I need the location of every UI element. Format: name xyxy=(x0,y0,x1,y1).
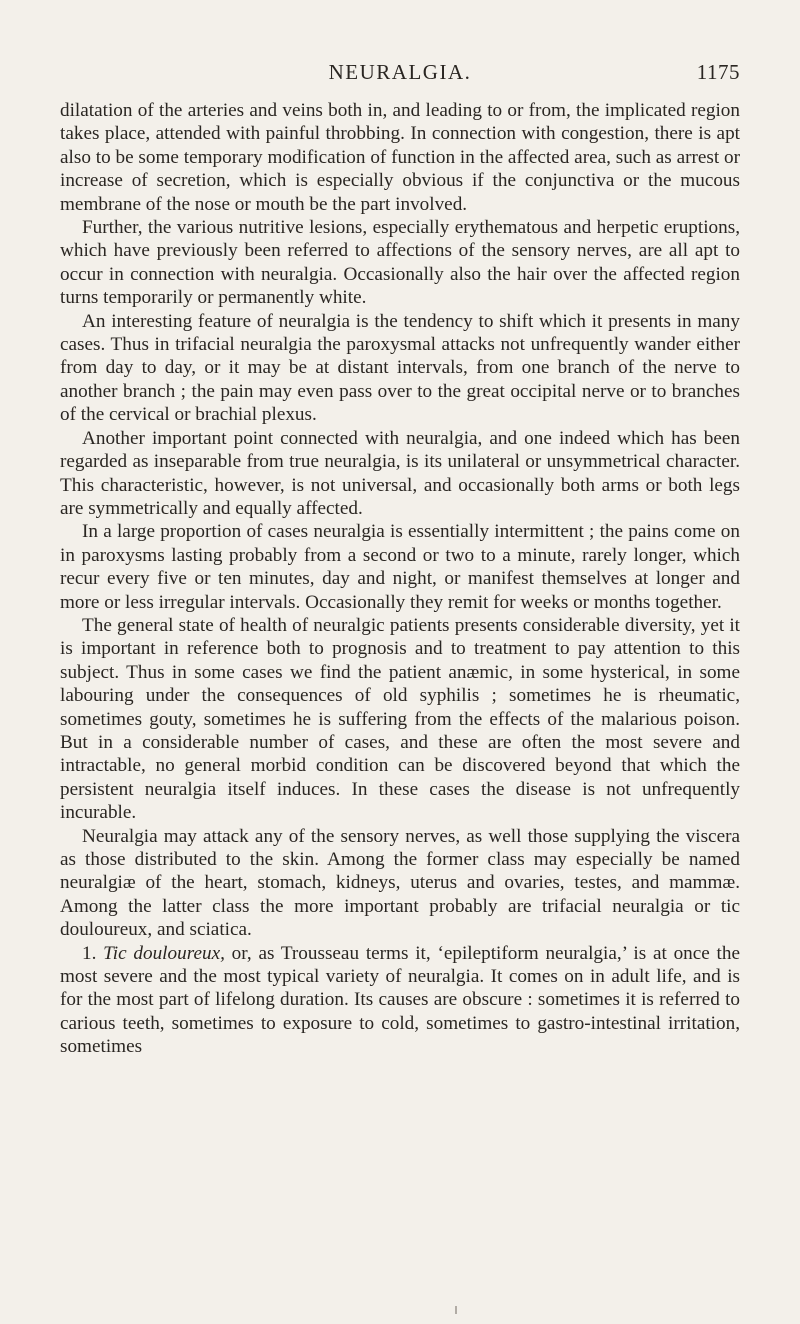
paragraph-unilateral-character: Another important point connected with neuralgia, and one indeed which has been regarded as inseparable from true neuralgia, is its unilateral or unsymmetrical character. This characteristic, however, is not universal, and occasionally both arms or both legs are symmetrically and equally affected. xyxy=(60,427,740,519)
paragraph-shifting-tendency: An interesting feature of neuralgia is the tendency to shift which it presents in many cases. Thus in trifacial neuralgia the paroxysmal attacks not unfrequently wander either from day to day, or it may be at distant intervals, from one branch of the nerve to another branch ; the pain may even pass over to the great occipital nerve or to branches of the cervical or brachial plexus. xyxy=(60,310,740,426)
running-head xyxy=(60,60,740,90)
term-tic-douloureux: Tic douloureux, xyxy=(103,942,225,964)
print-mark xyxy=(455,1306,457,1314)
paragraph-nutritive-lesions: Further, the various nutritive lesions, especially erythematous and herpetic eruptions, which have previously been referred to affections of the sensory nerves, are all apt to occur in connection with neuralgia. Occasionally also the hair over the affected region turns temporarily or permanently white. xyxy=(60,217,740,309)
paragraph-general-health: The general state of health of neuralgic patients presents considerable diversity, yet it is important in reference both to prognosis and to treatment to pay attention to this subject. Thus in some cases we find the patient anæmic, in some hysterical, in some labouring under the consequences of old syphilis ; sometimes he is rheumatic, sometimes gouty, sometimes he is suffering from the effects of the malarious poison. But in a considerable number of cases, and these are often the most severe and intractable, no general morbid condition can be discovered beyond that which the persistent neuralgia itself induces. In these cases the disease is not unfrequently incurable. xyxy=(60,614,740,824)
list-number: 1. xyxy=(82,942,97,964)
paragraph-continued: dilatation of the arteries and veins both in, and leading to or from, the implicated region takes place, attended with painful throbbing. In connection with congestion, there is apt also to be some temporary modification of function in the affected area, such as arrest or increase of secretion, which is especially obvious if the conjunctiva or the mucous membrane of the nose or mouth be the part involved. xyxy=(60,100,740,215)
paragraph-intermittent: In a large proportion of cases neuralgia is essentially intermittent ; the pains come on in paroxysms lasting probably from a second or two to a minute, rarely longer, which recur every five or ten minutes, day and night, or manifest themselves at longer and more or less irregular intervals. Occasionally they remit for weeks or months together. xyxy=(60,521,740,613)
page-number: 1175 xyxy=(696,60,740,84)
paragraph-tic-douloureux xyxy=(60,942,740,1059)
running-title: NEURALGIA. xyxy=(328,60,472,84)
paragraph-sensory-nerves: Neuralgia may attack any of the sensory nerves, as well those supplying the viscera as those distributed to the skin. Among the former class may especially be named neuralgiæ of the heart, stomach, kidneys, uterus and ovaries, testes, and mammæ. Among the latter class the more important probably are trifacial neuralgia or tic douloureux, and sciatica. xyxy=(60,825,740,941)
body-text xyxy=(60,99,740,1059)
paragraph-tic-douloureux-text: or, as Trousseau terms it, ‘epileptiform neuralgia,’ is at once the most severe and the most typical variety of neuralgia. It comes on in adult life, and is for the most part of lifelong duration. Its causes are obscure : sometimes it is referred to carious teeth, sometimes to exposure to cold, sometimes to gastro-intestinal irritation, sometimes xyxy=(60,942,741,1058)
